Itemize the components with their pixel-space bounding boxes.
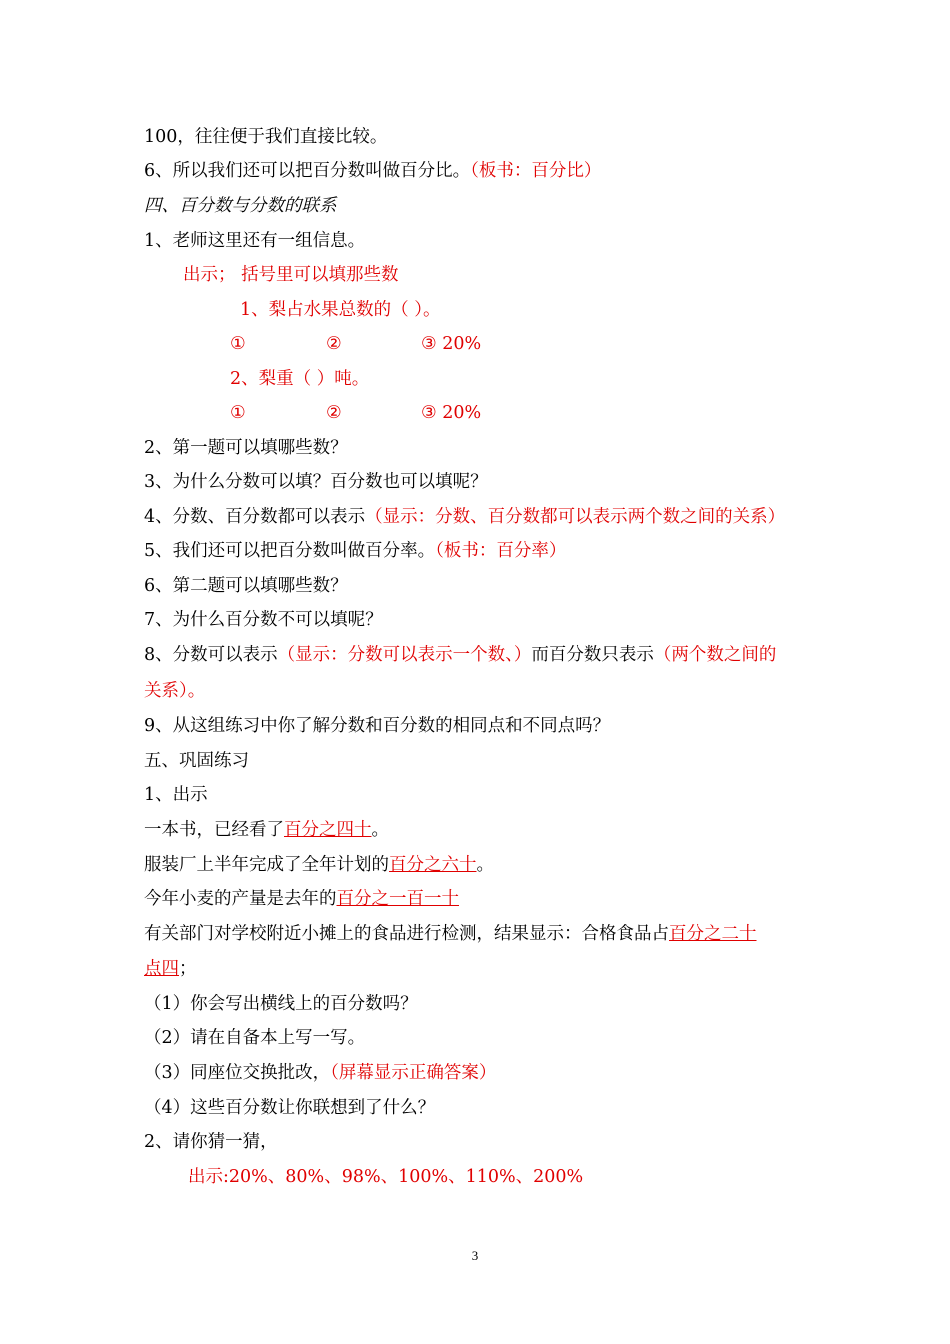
- text-span: 服装厂上半年完成了全年计划的: [144, 855, 389, 875]
- text-line: [144, 1096, 435, 1120]
- text-line: [144, 1130, 278, 1154]
- text-span: ③ 20%: [421, 403, 482, 423]
- text-span: 3、为什么分数可以填？百分数也可以填呢？: [144, 472, 488, 492]
- text-span: （1）你会写出横线上的百分数吗？: [144, 994, 418, 1014]
- text-span: 关系）。: [144, 681, 206, 701]
- underlined-percent: 百分之四十: [284, 820, 372, 840]
- display-note: （显示：分数、百分数都可以表示两个数之间的关系）: [365, 507, 786, 527]
- text-span: 2、梨重（ ）吨。: [230, 369, 370, 389]
- underlined-percent: 点四: [144, 959, 179, 979]
- text-line: [144, 783, 208, 807]
- option-marker: [230, 332, 246, 356]
- text-span: 8、分数可以表示: [144, 645, 278, 665]
- text-line: [144, 574, 348, 598]
- underlined-percent: 百分之一百一十: [336, 889, 459, 909]
- text-line: [144, 922, 757, 946]
- text-line: [144, 1061, 496, 1085]
- text-span: 1、老师这里还有一组信息。: [144, 231, 366, 251]
- text-span: 1、梨占水果总数的（ ）。: [240, 300, 441, 320]
- text-span: 。: [476, 855, 494, 875]
- text-line: [144, 853, 494, 877]
- text-span: 2、第一题可以填哪些数？: [144, 438, 348, 458]
- text-span: 100，往往便于我们直接比较。: [144, 127, 388, 147]
- text-line: [144, 887, 459, 911]
- text-span: ②: [326, 334, 342, 354]
- text-span: ；: [179, 959, 197, 979]
- underlined-percent: 百分之二十: [669, 924, 757, 944]
- text-line: [144, 608, 383, 632]
- text-span: 今年小麦的产量是去年的: [144, 889, 337, 909]
- text-span: 5、我们还可以把百分数叫做百分率。: [144, 541, 436, 561]
- option-marker: [421, 332, 481, 356]
- text-line: [144, 229, 365, 253]
- text-span: ①: [230, 403, 246, 423]
- text-line: [144, 679, 205, 703]
- text-span: 出示:20%、80%、98%、100%、110%、200%: [188, 1167, 584, 1187]
- text-span: ①: [230, 334, 246, 354]
- text-line: [144, 714, 610, 738]
- text-line: [144, 818, 389, 842]
- display-note: （显示：分数可以表示一个数、）: [277, 645, 532, 665]
- underlined-percent: 百分之六十: [389, 855, 477, 875]
- text-span: ③ 20%: [421, 334, 482, 354]
- text-span: 7、为什么百分数不可以填呢？: [144, 610, 383, 630]
- text-span: 2、请你猜一猜，: [144, 1132, 278, 1152]
- board-note: （板书：百分率）: [435, 541, 567, 561]
- text-span: 6、第二题可以填哪些数？: [144, 576, 348, 596]
- text-line: [144, 992, 418, 1016]
- text-line: [144, 1026, 365, 1050]
- text-line: [144, 505, 785, 529]
- option-marker: [326, 332, 342, 356]
- text-span: 而百分数只表示: [531, 645, 654, 665]
- text-line: [144, 159, 601, 183]
- text-span: 出示； 括号里可以填那些数: [183, 265, 399, 285]
- text-span: 1、出示: [144, 785, 208, 805]
- display-note: （两个数之间的: [653, 645, 777, 665]
- question-line: [230, 367, 369, 391]
- text-span: 有关部门对学校附近小摊上的食品进行检测，结果显示：合格食品占: [144, 924, 669, 944]
- text-span: 9、从这组练习中你了解分数和百分数的相同点和不同点吗？: [144, 716, 611, 736]
- display-line: [183, 263, 399, 287]
- text-span: ②: [326, 403, 342, 423]
- text-span: 4、分数、百分数都可以表示: [144, 507, 366, 527]
- text-span: （3）同座位交换批改，: [144, 1063, 331, 1083]
- board-note: （板书：百分比）: [470, 161, 602, 181]
- option-marker: [326, 401, 342, 425]
- text-span: 6、所以我们还可以把百分数叫做百分比。: [144, 161, 471, 181]
- display-note: （屏幕显示正确答案）: [330, 1063, 497, 1083]
- text-line: [144, 436, 348, 460]
- text-line: [144, 643, 776, 667]
- text-span: （4）这些百分数让你联想到了什么？: [144, 1098, 436, 1118]
- heading-text: 四、百分数与分数的联系: [144, 196, 337, 216]
- text-line: [144, 470, 488, 494]
- text-line: [144, 125, 387, 149]
- display-line: [188, 1165, 583, 1189]
- heading-text: 五、巩固练习: [144, 751, 249, 771]
- text-span: 一本书，已经看了: [144, 820, 284, 840]
- question-line: [240, 298, 440, 322]
- text-span: （2）请在自备本上写一写。: [144, 1028, 366, 1048]
- page-number: 3: [471, 1248, 479, 1263]
- section-heading: [144, 194, 337, 218]
- section-heading: [144, 749, 249, 773]
- text-line: [144, 539, 566, 563]
- option-marker: [421, 401, 481, 425]
- text-line: [144, 957, 197, 981]
- option-marker: [230, 401, 246, 425]
- text-span: 。: [371, 820, 389, 840]
